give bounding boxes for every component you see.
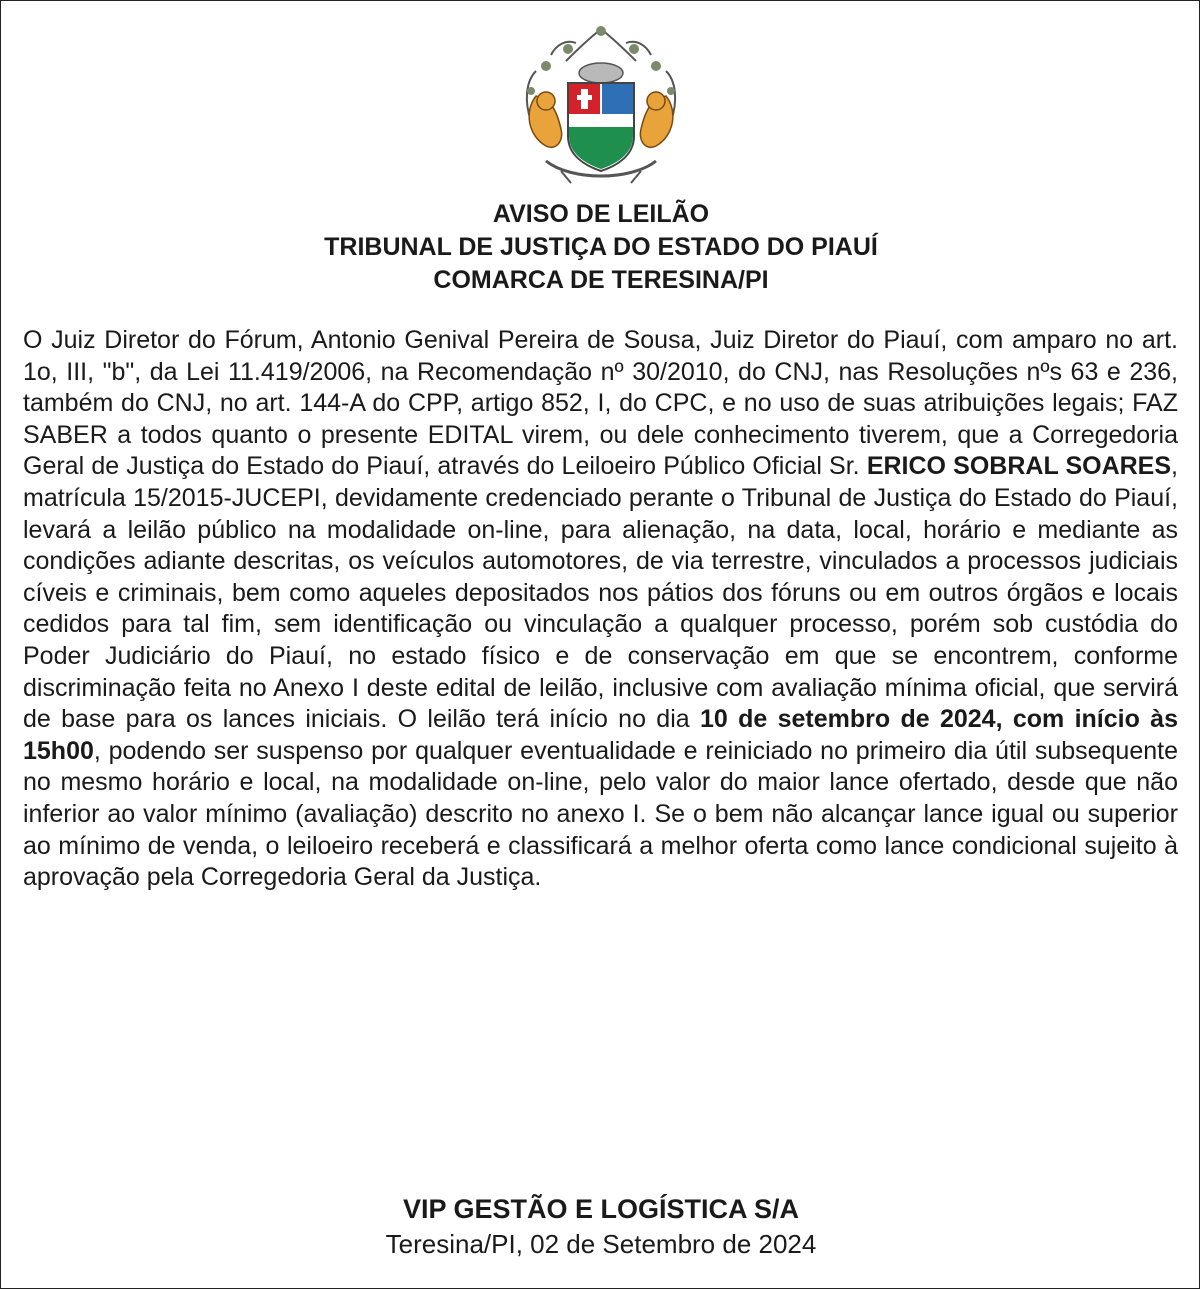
place-date: Teresina/PI, 02 de Setembro de 2024 [385,1229,817,1259]
notice-title: AVISO DE LEILÃO [492,200,710,228]
body-text-part1: O Juiz Diretor do Fórum, Antonio Genival Pereira de Sousa, Juiz Diretor do Piauí, com amparo no art. 1o, III, "b", da Lei 11.419/2006, na Recomendação nº 30/2010, do CNJ, nas Resoluções nºs 63 e 236, também do CNJ, no art. 144-A do CPP, artigo 852, I, do CPC, e no uso de suas atribuições legais; FAZ SABER a todos quanto o presente EDITAL virem, ou dele conhecimento tiverem, que a Corregedoria Geral de Justiça do Estado do Piauí, através do Leiloeiro Público Oficial Sr. [23,326,1178,481]
signature-block [1,1191,1200,1261]
body-text-part3: , podendo ser suspenso por qualquer eventualidade e reiniciado no primeiro dia útil subsequente no mesmo horário e local, na modalidade on-line, pelo valor do maior lance ofertado, desde que não inferior ao valor mínimo (avaliação) descrito no anexo I. Se o bem não alcançar lance igual ou superior ao mínimo de venda, o leiloeiro receberá e classificará a melhor oferta como lance condicional sujeito à aprovação pela Corregedoria Geral da Justiça. [23,736,1178,892]
auctioneer-name: ERICO SOBRAL SOARES [866,452,1172,481]
district-name: COMARCA DE TERESINA/PI [433,266,769,294]
notice-header [1,198,1200,297]
company-name: VIP GESTÃO E LOGÍSTICA S/A [402,1194,800,1224]
auction-date-time: 10 de setembro de 2024, com início às 15h00 [23,705,1178,765]
body-text-part2: , matrícula 15/2015-JUCEPI, devidamente credenciado perante o Tribunal de Justiça do Estado do Piauí, levará a leilão público na modalidade on-line, para alienação, na data, local, horário e mediante as condições adiante descritas, os veículos automotores, de via terrestre, vinculados a processos judiciais cíveis e criminais, bem como aqueles depositados nos pátios dos fóruns ou em outros órgãos e locais cedidos para tal fim, sem identificação ou vinculação a qualquer processo, porém sob custódia do Poder Judiciário do Piauí, no estado físico e de conservação em que se encontrem, conforme discriminação feita no Anexo I deste edital de leilão, inclusive com avaliação mínima oficial, que servirá de base para os lances iniciais. O leilão terá início no dia [23,452,1178,734]
notice-body [23,325,1178,894]
notice-paragraph [23,325,1178,894]
coat-of-arms-icon [506,21,696,191]
court-name: TRIBUNAL DE JUSTIÇA DO ESTADO DO PIAUÍ [324,233,878,261]
